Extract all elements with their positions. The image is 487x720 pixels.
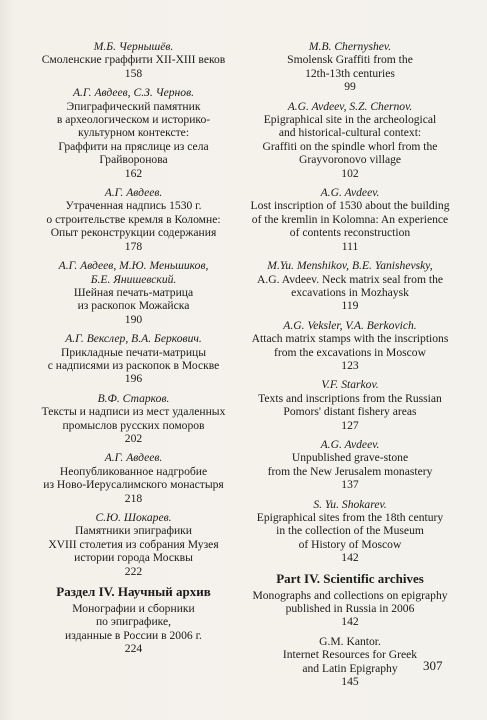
entry-author: В.Ф. Старков.	[97, 391, 170, 405]
toc-entry	[31, 451, 236, 505]
toc-entry	[245, 498, 455, 565]
entry-page-number: 102	[341, 166, 359, 180]
entry-page-number: 119	[341, 299, 359, 313]
entry-author: М.Б. Чернышёв.	[93, 40, 174, 53]
entry-title-line: of the kremlin in Kolomna: An experience	[251, 212, 449, 226]
entry-title-line: Памятники эпиграфики	[74, 524, 193, 538]
toc-entry	[31, 40, 236, 80]
entry-page-number: 218	[124, 491, 143, 505]
entry-title-line: Pomors' distant fishery areas	[283, 405, 417, 419]
entry-title-line: из раскопок Можайска	[77, 299, 190, 313]
entry-page-number: 99	[344, 80, 356, 94]
entry-author: A.G. Avdeev.	[320, 437, 380, 451]
entry-author: А.Г. Авдеев.	[104, 186, 163, 200]
entry-page-number: 142	[341, 551, 359, 565]
entry-title-line: в археологическом и историко-	[56, 113, 211, 127]
entry-title-line: изданные в России в 2006 г.	[65, 628, 202, 642]
toc-entry	[245, 40, 455, 94]
entry-page-number: 158	[124, 66, 143, 80]
entry-title-line: Epigraphical sites from the 18th century	[256, 511, 444, 524]
entry-title-line: Грайворонова	[99, 153, 168, 167]
entry-title-line: from the New Jerusalem monastery	[267, 464, 433, 478]
entry-title-line: and historical-cultural context:	[278, 126, 422, 140]
entry-page-number: 196	[124, 372, 143, 386]
entry-author: A.G. Avdeev.	[320, 186, 380, 200]
entry-page-number: 224	[124, 642, 143, 656]
toc-section	[245, 571, 455, 629]
toc-entry	[31, 332, 236, 386]
entry-title-line: Internet Resources for Greek	[282, 648, 418, 662]
section-heading: Part IV. Scientific archives	[276, 570, 424, 586]
entry-title-line: from the excavations in Moscow	[274, 345, 426, 359]
entry-title-line: Эпиграфический памятник	[66, 99, 201, 113]
entry-page-number: 123	[341, 358, 359, 372]
entry-author: M.B. Chernyshev.	[308, 40, 392, 53]
entry-page-number: 127	[341, 418, 359, 432]
entry-title-line: Опыт реконструкции содержания	[50, 226, 217, 240]
entry-page-number: 145	[341, 675, 359, 689]
entry-title-line: истории города Москвы	[74, 551, 193, 565]
entry-title-line: Graffiti on the spindle whorl from the	[262, 139, 438, 153]
entry-page-number: 222	[124, 564, 143, 578]
entry-page-number: 178	[124, 239, 143, 253]
entry-title-line: Неопубликованное надгробие	[59, 464, 208, 478]
entry-title-line: Шейная печать-матрица	[73, 285, 194, 299]
entry-title-line: Epigraphical site in the archeological	[263, 113, 437, 127]
entry-page-number: 137	[341, 478, 359, 492]
toc-entry	[31, 511, 236, 578]
entry-title-line: Смоленские граффити XII-XIII веков	[41, 53, 226, 67]
entry-author: А.Г. Авдеев, М.Ю. Меньшиков,	[58, 259, 209, 273]
entry-title-line: Unpublished grave-stone	[291, 451, 409, 465]
entry-page-number: 202	[124, 431, 143, 445]
entry-author: С.Ю. Шокарев.	[95, 511, 172, 524]
entry-title-line: Texts and inscriptions from the Russian	[258, 391, 442, 405]
toc-entry	[245, 259, 455, 313]
entry-title-line: Прикладные печати-матрицы	[60, 345, 207, 359]
entry-title-line: in the collection of the Museum	[276, 524, 424, 538]
entry-author-plain: G.M. Kantor.	[319, 634, 381, 648]
entry-title-line: published in Russia in 2006	[285, 602, 415, 616]
toc-entry	[245, 378, 455, 432]
entry-title-line: and Latin Epigraphy	[302, 661, 398, 675]
toc-entry	[245, 186, 455, 253]
entry-title-line: по эпиграфике,	[95, 615, 172, 629]
entry-page-number: 111	[341, 239, 359, 253]
entry-title-line: Grayvoronovo village	[298, 153, 402, 167]
entry-page-number: 190	[124, 312, 143, 326]
toc-entry	[245, 438, 455, 492]
entry-title-line: Утраченная надпись 1530 г.	[65, 199, 202, 213]
section-heading: Раздел IV. Научный архив	[56, 584, 211, 600]
contents-column-english	[245, 40, 455, 694]
entry-author: S. Yu. Shokarev.	[313, 497, 387, 511]
entry-title-line: о строительстве кремля в Коломне:	[46, 212, 221, 226]
toc-entry	[31, 259, 236, 326]
toc-entry	[31, 392, 236, 446]
toc-entry	[31, 86, 236, 180]
toc-entry	[245, 319, 455, 373]
entry-author: Б.Е. Янишевский.	[90, 272, 177, 286]
entry-title-line: excavations in Mozhaysk	[291, 285, 409, 299]
toc-entry	[31, 186, 236, 253]
entry-page-number: 142	[341, 615, 359, 629]
toc-entry	[245, 100, 455, 180]
entry-title-line: Lost inscription of 1530 about the building	[250, 199, 450, 213]
entry-author: A.G. Veksler, V.A. Berkovich.	[283, 318, 417, 332]
page-folio-number: 307	[423, 658, 443, 673]
entry-author: А.Г. Авдеев, С.З. Чернов.	[72, 86, 195, 100]
entry-title-line: Attach matrix stamps with the inscriptions	[251, 332, 449, 346]
entry-title-line: Smolensk Graffiti from the	[287, 53, 413, 67]
entry-title-line: Граффити на пряслице из села	[58, 139, 209, 153]
entry-title-line: 12th-13th centuries	[305, 66, 395, 80]
entry-title-line: культурном контексте:	[77, 126, 190, 140]
entry-title-line: Монографии и сборники	[72, 602, 195, 616]
entry-author: A.G. Avdeev, S.Z. Chernov.	[287, 99, 413, 113]
entry-title-line: of History of Moscow	[298, 537, 402, 551]
entry-title-line: XVIII столетия из собрания Музея	[48, 537, 219, 551]
entry-title-line: Тексты и надписи из мест удаленных	[41, 405, 226, 419]
entry-author: V.F. Starkov.	[321, 378, 379, 392]
entry-title-line: Monographs and collections on epigraphy	[252, 588, 448, 602]
entry-title-line: из Ново-Иерусалимского монастыря	[43, 478, 224, 492]
entry-page-number: 162	[124, 166, 143, 180]
toc-section	[31, 584, 236, 656]
entry-title-line: промыслов русских поморов	[62, 418, 205, 432]
entry-author: А.Г. Векслер, В.А. Беркович.	[65, 332, 202, 346]
entry-author: M.Yu. Menshikov, B.E. Yanishevsky,	[267, 259, 433, 273]
entry-author: А.Г. Авдеев.	[104, 451, 163, 465]
contents-column-russian	[31, 40, 236, 662]
entry-title-line: с надписями из раскопок в Москве	[47, 358, 220, 372]
entry-title-line: A.G. Avdeev. Neck matrix seal from the	[256, 272, 444, 286]
entry-title-line: of contents reconstruction	[289, 226, 411, 240]
